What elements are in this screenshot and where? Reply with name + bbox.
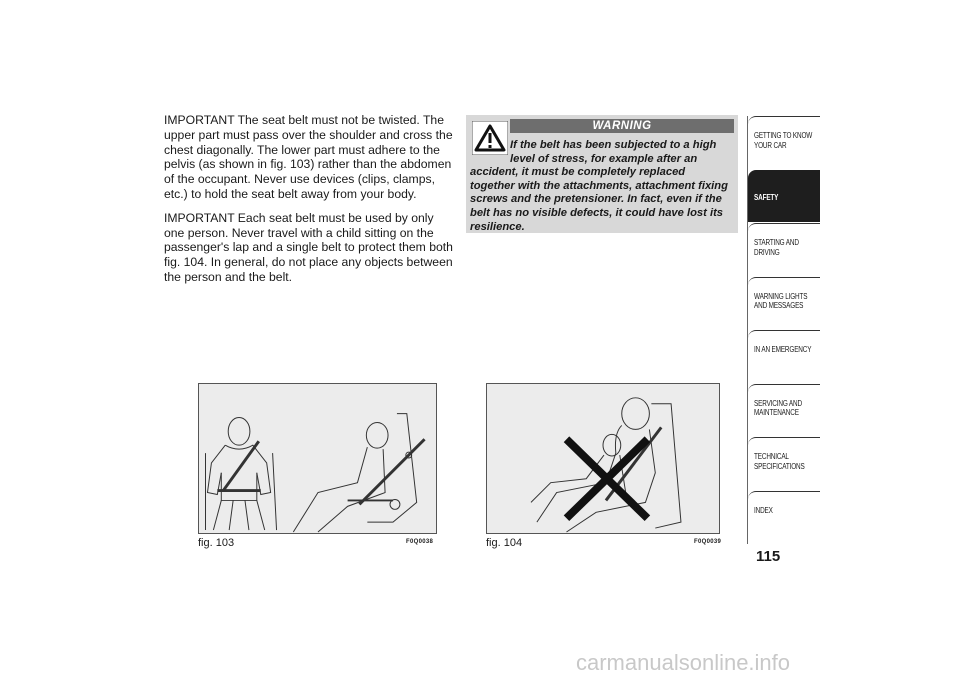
figure-104-code: F0Q0039 <box>694 539 722 545</box>
tab-index[interactable] <box>748 491 820 543</box>
paragraph-seat-belt-twist: IMPORTANT The seat belt must not be twisted. The upper part must pass over the shoulder and cross the chest diagonally. The lower part must adhere to the pelvis (as shown in fig. 103) rather than the abdomen of the occupant. Never use devices (clips, clamps, etc.) to hold the seat belt away from your body. <box>164 113 453 201</box>
tab-in-an-emergency[interactable] <box>748 330 820 382</box>
figure-103-code: F0Q0038 <box>406 539 434 545</box>
seatbelt-illustration-incorrect <box>487 384 719 533</box>
paragraph-one-person: IMPORTANT Each seat belt must be used by only one person. Never travel with a child sitting on the passenger's lap and a single belt to protect them both fig. 104. In general, do not place any objects between the person and the belt. <box>164 210 453 284</box>
tab-label: INDEX <box>754 505 773 515</box>
warning-text: If the belt has been subjected to a high level of stress, for example after an accident, it must be completely replaced together with the attachments, attachment fixing screws and the pretensioner. In fact, even if the belt has no visible defects, it could have lost its resilience. <box>470 139 728 233</box>
tab-label: SERVICING AND MAINTENANCE <box>754 398 802 417</box>
seatbelt-illustration-correct <box>199 384 436 533</box>
warning-text-block <box>470 139 732 234</box>
tab-getting-to-know-your-car[interactable] <box>748 116 820 168</box>
watermark: carmanualsonline.info <box>576 650 791 675</box>
body-text <box>164 113 454 294</box>
tab-label: TECHNICAL SPECIFICATIONS <box>754 452 805 471</box>
tab-warning-lights-and-messages[interactable] <box>748 277 820 329</box>
figure-104-incorrect-belt <box>486 383 720 534</box>
tab-starting-and-driving[interactable] <box>748 223 820 275</box>
tab-servicing-and-maintenance[interactable] <box>748 384 820 436</box>
figure-103-correct-belt <box>198 383 437 534</box>
tab-safety[interactable] <box>748 170 820 222</box>
tab-label: SAFETY <box>754 192 779 202</box>
tab-label: WARNING LIGHTS AND MESSAGES <box>754 291 808 310</box>
page-number: 115 <box>756 548 781 565</box>
tab-technical-specifications[interactable] <box>748 437 820 489</box>
warning-title: WARNING <box>510 119 734 133</box>
chapter-sidebar <box>748 116 820 544</box>
tab-label: GETTING TO KNOW YOUR CAR <box>754 131 813 150</box>
tab-label: IN AN EMERGENCY <box>754 345 812 354</box>
warning-box <box>466 115 738 233</box>
figure-104-caption: fig. 104 <box>486 537 523 549</box>
tab-label: STARTING AND DRIVING <box>754 238 799 257</box>
figure-103-caption: fig. 103 <box>198 537 235 549</box>
